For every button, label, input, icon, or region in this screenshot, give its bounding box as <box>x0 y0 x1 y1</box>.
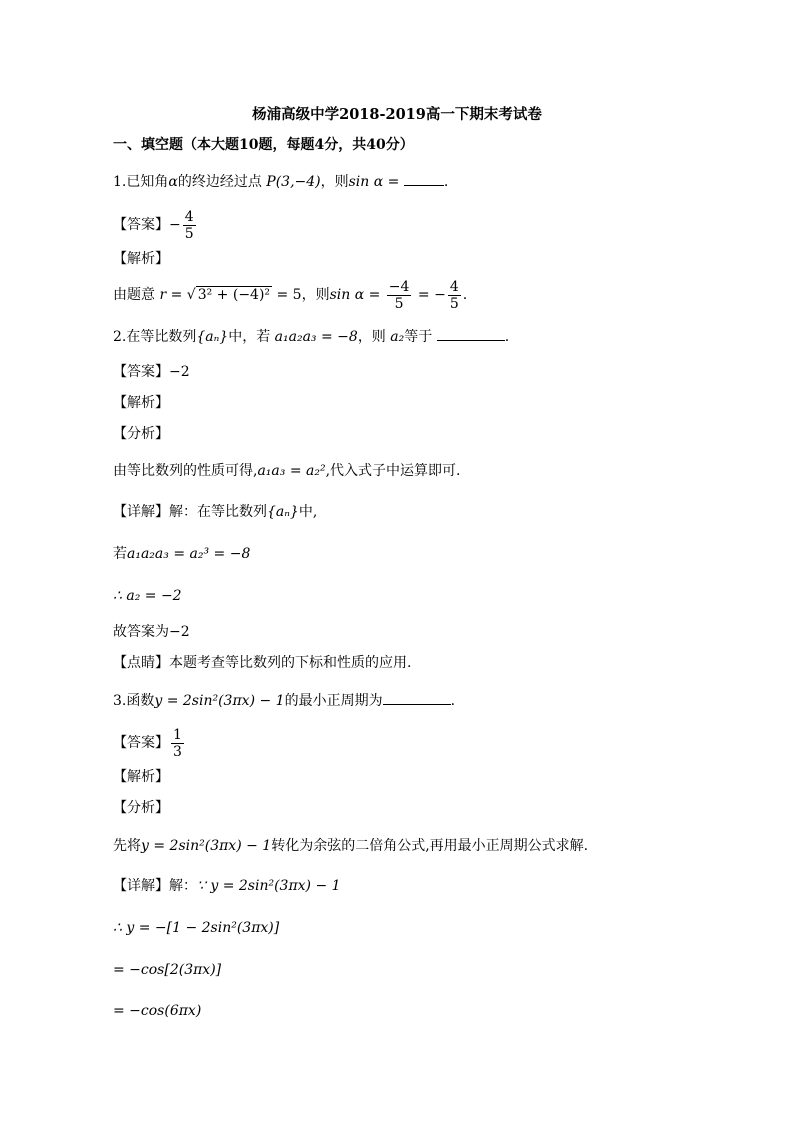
answer-blank <box>404 171 444 186</box>
q1-analysis-label: 【解析】 <box>113 251 169 267</box>
q2-step-2: ∴ a₂ = −2 <box>113 588 182 604</box>
q3-answer-numerator: 1 <box>173 726 182 743</box>
q2-condition: a₁a₂a₃ = −8 <box>274 329 358 345</box>
q1-answer-denominator: 5 <box>184 225 194 242</box>
q1-stem-b: 的终边经过点 <box>177 174 262 190</box>
q2-detail <box>113 502 317 522</box>
q3-detail-a: 解： <box>169 878 197 894</box>
q3-fenxi-a: 先将 <box>113 838 141 854</box>
q1-answer-sign: − <box>169 217 181 233</box>
q1-stem-a: 1.已知角 <box>113 174 169 190</box>
q3-analysis-label: 【解析】 <box>113 769 169 785</box>
q3-period: . <box>450 693 456 709</box>
q2-stem-b: 中，若 <box>228 329 271 345</box>
q3-fenxi-b: 转化为余弦的二倍角公式,再用最小正周期公式求解. <box>271 838 589 854</box>
question-3 <box>113 690 455 711</box>
q3-function: y = 2sin²(3πx) − 1 <box>154 693 285 709</box>
q1-sol-end: . <box>462 287 468 303</box>
q2-stem-c: ，则 <box>357 329 386 345</box>
q2-sequence: {aₙ} <box>196 329 229 345</box>
q2-answer-value: −2 <box>169 364 190 380</box>
alpha-symbol: α <box>168 174 178 190</box>
page-title: 杨浦高级中学2018-2019高一下期末考试卷 <box>252 106 542 123</box>
comment-label: 【点睛】 <box>113 655 169 671</box>
detail-label: 【详解】 <box>113 504 169 520</box>
q3-detail-equation: ∵ y = 2sin²(3πx) − 1 <box>197 878 341 894</box>
q2-stem-a: 2.在等比数列 <box>113 329 197 345</box>
q1-point: P(3,−4) <box>266 174 321 190</box>
q2-comment-text: 本题考查等比数列的下标和性质的应用. <box>169 655 412 671</box>
q1-sol-denominator-2: 5 <box>449 295 459 312</box>
q1-sol-b: ，则 <box>301 287 330 303</box>
q2-step3-b: −2 <box>169 624 190 640</box>
q1-sol-denominator-1: 5 <box>387 295 412 312</box>
answer-label: 【答案】 <box>113 217 169 233</box>
q1-answer-row <box>113 208 198 242</box>
q1-answer-fraction <box>183 209 196 242</box>
q2-comment <box>113 653 411 673</box>
q1-sol-eq5: = 5 <box>276 287 302 303</box>
q3-step-3: = −cos(6πx) <box>113 1003 202 1019</box>
q3-fenxi-function: y = 2sin²(3πx) − 1 <box>141 838 272 854</box>
q3-detail <box>113 876 341 896</box>
q2-target: a₂ <box>390 329 405 345</box>
q1-sol-fraction-1 <box>387 279 412 312</box>
q1-sol-root: 3² + (−4)² <box>197 287 271 303</box>
answer-blank <box>437 326 505 341</box>
q3-stem-b: 的最小正周期为 <box>284 693 383 709</box>
q2-stem-d: 等于 <box>404 329 433 345</box>
q1-sol-numerator-1: −4 <box>388 278 410 295</box>
q2-detail-b: 中, <box>298 504 318 520</box>
q1-solution <box>113 278 467 312</box>
q2-answer-row <box>113 362 190 382</box>
q1-answer-numerator: 4 <box>184 208 194 225</box>
q3-step-1: ∴ y = −[1 − 2sin²(3πx)] <box>113 920 280 936</box>
q3-fenxi-text <box>113 836 588 856</box>
q2-step-1 <box>113 544 250 564</box>
answer-label: 【答案】 <box>113 364 169 380</box>
q1-sol-mid: = − <box>417 287 446 303</box>
answer-blank <box>383 690 451 705</box>
q1-sol-a: 由题意 <box>113 287 155 303</box>
q1-sol-r: r = <box>159 287 183 303</box>
detail-label: 【详解】 <box>113 878 169 894</box>
q3-fenxi-label: 【分析】 <box>113 800 169 816</box>
q2-fenxi-a: 由等比数列的性质可得, <box>113 463 258 479</box>
q2-step1-equation: a₁a₂a₃ = a₂³ = −8 <box>127 546 251 562</box>
q3-answer-denominator: 3 <box>173 743 182 760</box>
q1-sin-alpha: sin α = <box>348 174 400 190</box>
q3-stem-a: 3.函数 <box>113 693 155 709</box>
q2-fenxi-text <box>113 461 460 481</box>
q2-step1-a: 若 <box>113 546 127 562</box>
q1-period: . <box>443 174 449 190</box>
q2-fenxi-label: 【分析】 <box>113 426 169 442</box>
q2-step3-a: 故答案为 <box>113 624 169 640</box>
q2-fenxi-b: ,代入式子中运算即可. <box>325 463 461 479</box>
q1-sol-sin: sin α = <box>329 287 381 303</box>
question-1 <box>113 171 448 192</box>
q1-sol-fraction-2 <box>448 279 461 312</box>
q3-step-2: = −cos[2(3πx)] <box>113 962 222 978</box>
q2-fenxi-equation: a₁a₃ = a₂² <box>257 463 326 479</box>
q2-period: . <box>504 329 510 345</box>
q1-sol-numerator-2: 4 <box>449 278 459 295</box>
q3-answer-fraction <box>171 727 184 760</box>
q2-analysis-label: 【解析】 <box>113 395 169 411</box>
q2-detail-a: 解：在等比数列 <box>169 504 267 520</box>
q2-step-3 <box>113 622 190 642</box>
q1-stem-c: ，则 <box>320 174 349 190</box>
q2-detail-sequence: {aₙ} <box>267 504 299 520</box>
q3-answer-row <box>113 726 186 760</box>
sqrt-sign: √ <box>186 287 196 303</box>
section-heading: 一、填空题（本大题10题，每题4分，共40分） <box>113 137 414 153</box>
answer-label: 【答案】 <box>113 735 169 751</box>
question-2 <box>113 326 509 347</box>
